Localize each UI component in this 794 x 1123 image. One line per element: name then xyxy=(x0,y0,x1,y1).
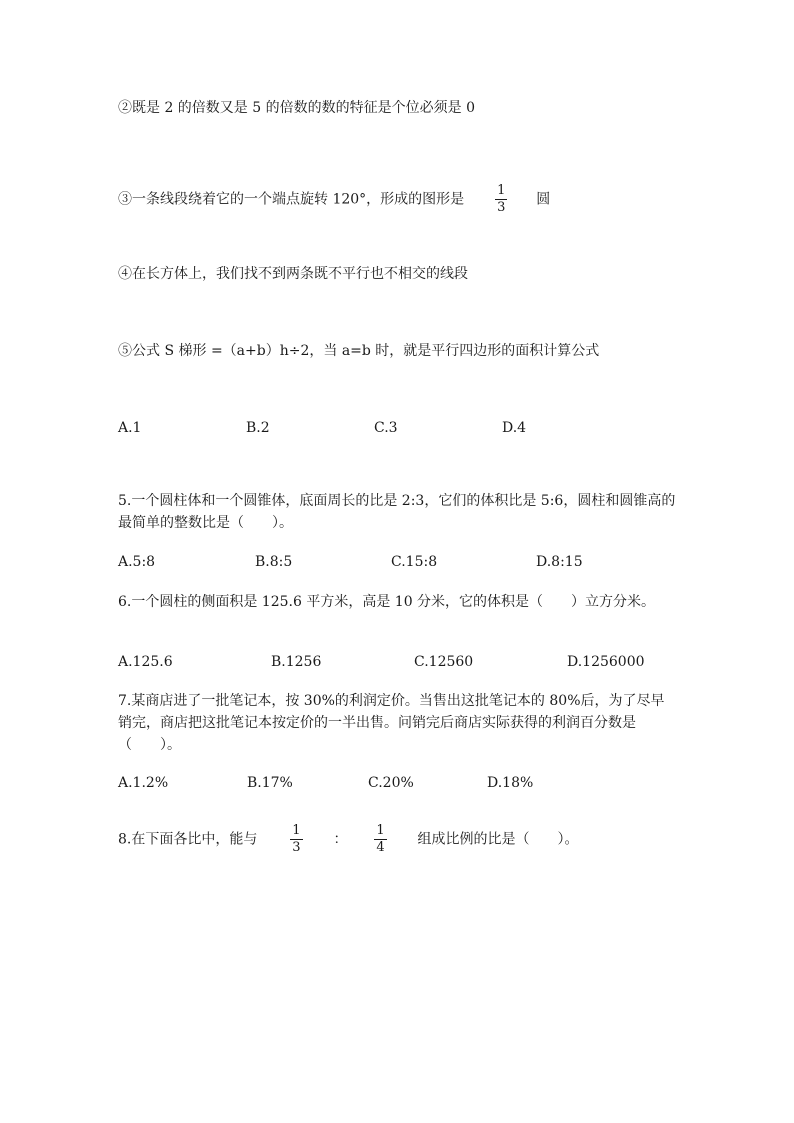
fraction-one-third xyxy=(495,184,507,215)
option-d[interactable]: D.1256000 xyxy=(567,654,645,670)
fraction-one-quarter xyxy=(374,824,386,855)
fraction-numerator: 1 xyxy=(292,823,301,838)
question-5: 5.一个圆柱体和一个圆锥体，底面周长的比是 2:3，它们的体积比是 5:6，圆柱和圆锥高的最简单的整数比是（ ）。 xyxy=(118,493,676,531)
question-8 xyxy=(118,824,579,855)
option-b[interactable]: B.1256 xyxy=(271,654,322,670)
option-a[interactable]: A.5:8 xyxy=(118,554,156,570)
option-b[interactable]: B.17% xyxy=(247,775,293,791)
option-c[interactable]: C.12560 xyxy=(414,654,474,670)
option-a[interactable]: A.1.2% xyxy=(118,775,169,791)
ratio-colon: ： xyxy=(333,831,348,848)
fraction-denominator: 4 xyxy=(376,840,385,855)
option-d[interactable]: D.4 xyxy=(502,420,527,436)
option-d[interactable]: D.18% xyxy=(487,775,534,791)
question-7: 7.某商店进了一批笔记本，按 30%的利润定价。当售出这批笔记本的 80%后，为了尽早销完，商店把这批笔记本按定价的一半出售。问销完后商店实际获得的利润百分数是（ ）。 xyxy=(118,693,665,753)
statement-3 xyxy=(118,184,550,215)
fraction-denominator: 3 xyxy=(292,840,301,855)
question-6: 6.一个圆柱的侧面积是 125.6 平方米，高是 10 分米，它的体积是（ ）立方分米。 xyxy=(118,594,656,610)
fraction-one-third xyxy=(290,824,302,855)
option-c[interactable]: C.3 xyxy=(374,420,398,436)
option-b[interactable]: B.8:5 xyxy=(255,554,293,570)
question-8-suffix: 组成比例的比是（ ）。 xyxy=(417,831,579,848)
statement-3-text: ③一条线段绕着它的一个端点旋转 120°，形成的图形是 xyxy=(118,191,465,208)
option-c[interactable]: C.20% xyxy=(368,775,414,791)
option-d[interactable]: D.8:15 xyxy=(536,554,583,570)
fraction-numerator: 1 xyxy=(376,823,385,838)
statement-2: ②既是 2 的倍数又是 5 的倍数的数的特征是个位必须是 0 xyxy=(118,100,475,116)
statement-4: ④在长方体上，我们找不到两条既不平行也不相交的线段 xyxy=(118,266,468,282)
option-a[interactable]: A.125.6 xyxy=(118,654,173,670)
option-b[interactable]: B.2 xyxy=(246,420,270,436)
statement-3-suffix: 圆 xyxy=(536,191,551,208)
statement-5: ⑤公式 S 梯形 =（a+b）h÷2，当 a=b 时，就是平行四边形的面积计算公式 xyxy=(118,343,600,359)
fraction-numerator: 1 xyxy=(497,183,506,198)
fraction-denominator: 3 xyxy=(497,200,506,215)
option-a[interactable]: A.1 xyxy=(118,420,142,436)
option-c[interactable]: C.15:8 xyxy=(391,554,438,570)
question-8-text: 8.在下面各比中，能与 xyxy=(118,831,258,848)
